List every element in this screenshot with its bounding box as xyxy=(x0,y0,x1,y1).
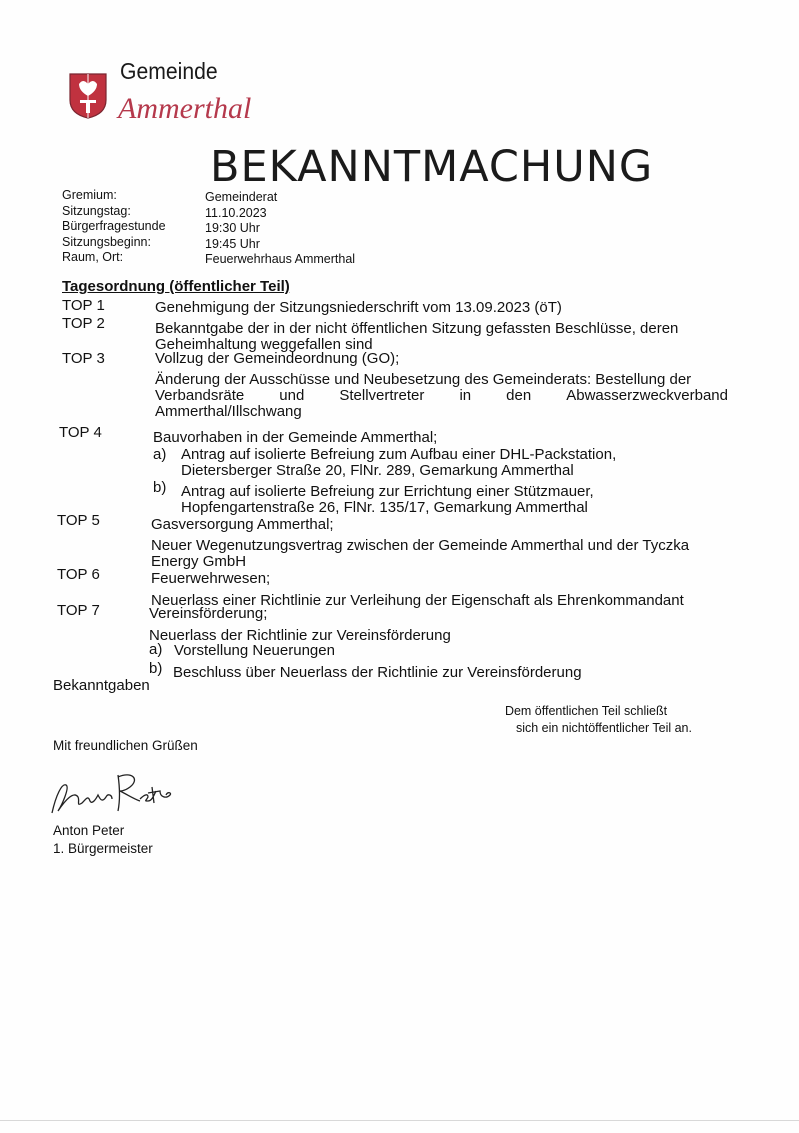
agenda-item-line: Vereinsförderung; xyxy=(149,605,268,622)
agenda-item-line: Bekanntgabe der in der nicht öffentlichen Sitzung gefassten Beschlüsse, deren xyxy=(155,320,679,337)
meta-label-sitzungstag: Sitzungstag: xyxy=(62,203,131,218)
agenda-item-line: Neuerlass einer Richtlinie zur Verleihung der Eigenschaft als Ehrenkommandant xyxy=(151,592,684,609)
meta-label-sitzungsbeginn: Sitzungsbeginn: xyxy=(62,234,151,249)
sub-item-line: Dietersberger Straße 20, FlNr. 289, Gemarkung Ammerthal xyxy=(181,462,574,479)
signer-block xyxy=(53,822,153,858)
agenda-item-text: Genehmigung der Sitzungsniederschrift vom 13.09.2023 (öT) xyxy=(155,299,562,316)
closing-note-line: Dem öffentlichen Teil schließt xyxy=(504,704,668,718)
greeting: Mit freundlichen Grüßen xyxy=(53,738,198,753)
signer-name: Anton Peter xyxy=(53,823,125,838)
agenda-item-text: Bauvorhaben in der Gemeinde Ammerthal; xyxy=(153,429,438,446)
sub-item-text: Vorstellung Neuerungen xyxy=(174,642,335,659)
agenda-item-text xyxy=(151,517,728,570)
letterhead-municipality: Gemeinde xyxy=(120,58,218,84)
agenda-item-line: Änderung der Ausschüsse und Neubesetzung des Gemeinderats: Bestellung der xyxy=(155,371,692,388)
agenda-item-line: Gasversorgung Ammerthal; xyxy=(151,516,334,533)
agenda-item-text xyxy=(151,571,684,609)
handwritten-signature xyxy=(48,765,178,825)
sub-item-letter: b) xyxy=(153,479,167,496)
agenda-item-label: TOP 5 xyxy=(57,512,100,529)
agenda-item-text xyxy=(155,321,728,353)
municipal-crest-logo xyxy=(68,72,108,120)
document-title: BEKANNTMACHUNG xyxy=(210,142,654,192)
sub-item-letter: a) xyxy=(149,641,163,658)
agenda-item-label: TOP 7 xyxy=(57,602,100,619)
agenda-item-label: TOP 4 xyxy=(59,424,102,441)
sub-item-text: Beschluss über Neuerlass der Richtlinie zur Vereinsförderung xyxy=(173,664,582,681)
agenda-item-label: TOP 1 xyxy=(62,297,105,314)
meta-value-raum-ort: Feuerwehrhaus Ammerthal xyxy=(205,252,356,266)
meta-label-raum-ort: Raum, Ort: xyxy=(62,250,124,264)
agenda-item-word: und xyxy=(279,387,305,404)
agenda-item-line: Neuer Wegenutzungsvertrag zwischen der Gemeinde Ammerthal und der Tyczka xyxy=(151,537,690,554)
meta-labels xyxy=(62,188,166,266)
agenda-item-label: TOP 3 xyxy=(62,350,105,367)
sub-item-text xyxy=(181,484,728,516)
closing-note-line: sich ein nichtöffentlicher Teil an. xyxy=(515,721,692,735)
agenda-item-line: Vollzug der Gemeindeordnung (GO); xyxy=(155,350,400,367)
agenda-item-word: in xyxy=(459,387,472,404)
meta-label-gremium: Gremium: xyxy=(62,188,117,202)
agenda-item-label: TOP 2 xyxy=(62,315,105,332)
signer-role: 1. Bürgermeister xyxy=(53,841,153,856)
agenda-item-word: den xyxy=(506,387,532,404)
agenda-item-line-spread xyxy=(155,388,728,404)
sub-item-letter: b) xyxy=(149,660,163,677)
meta-value-buergerfragestunde: 19:30 Uhr xyxy=(205,221,260,235)
page-edge-line xyxy=(0,1120,799,1121)
announcements-label: Bekanntgaben xyxy=(53,677,150,694)
letterhead-place-name: Ammerthal xyxy=(118,92,252,125)
sub-item-letter: a) xyxy=(153,446,167,463)
sub-item-text xyxy=(181,447,728,479)
agenda-item-text xyxy=(149,606,451,644)
agenda-item-label: TOP 6 xyxy=(57,566,100,583)
meta-value-sitzungsbeginn: 19:45 Uhr xyxy=(205,236,260,251)
sub-item-line: Hopfengartenstraße 26, FlNr. 135/17, Gemarkung Ammerthal xyxy=(181,499,588,516)
agenda-item-word: Abwasserzweckverband xyxy=(566,387,728,404)
meta-value-gremium: Gemeinderat xyxy=(205,190,278,204)
agenda-item-word: Stellvertreter xyxy=(339,387,425,404)
agenda-item-line: Neuerlass der Richtlinie zur Vereinsförderung xyxy=(149,627,451,644)
meta-label-buergerfragestunde: Bürgerfragestunde xyxy=(62,219,166,233)
agenda-item-line: Feuerwehrwesen; xyxy=(151,570,271,587)
agenda-item-line: Ammerthal/Illschwang xyxy=(155,403,302,420)
agenda-item-line: Energy GmbH xyxy=(151,553,247,570)
agenda-heading: Tagesordnung (öffentlicher Teil) xyxy=(62,278,290,295)
meta-values xyxy=(205,190,355,268)
meta-value-sitzungstag: 11.10.2023 xyxy=(205,205,267,220)
agenda-item-text xyxy=(155,351,728,420)
sub-item-line: Antrag auf isolierte Befreiung zum Aufbau einer DHL-Packstation, xyxy=(181,446,617,463)
sub-item-line: Antrag auf isolierte Befreiung zur Errichtung einer Stützmauer, xyxy=(181,483,594,500)
agenda-item-line: Geheimhaltung weggefallen sind xyxy=(155,336,373,353)
closing-note xyxy=(480,703,692,737)
agenda-item-word: Verbandsräte xyxy=(155,387,245,404)
